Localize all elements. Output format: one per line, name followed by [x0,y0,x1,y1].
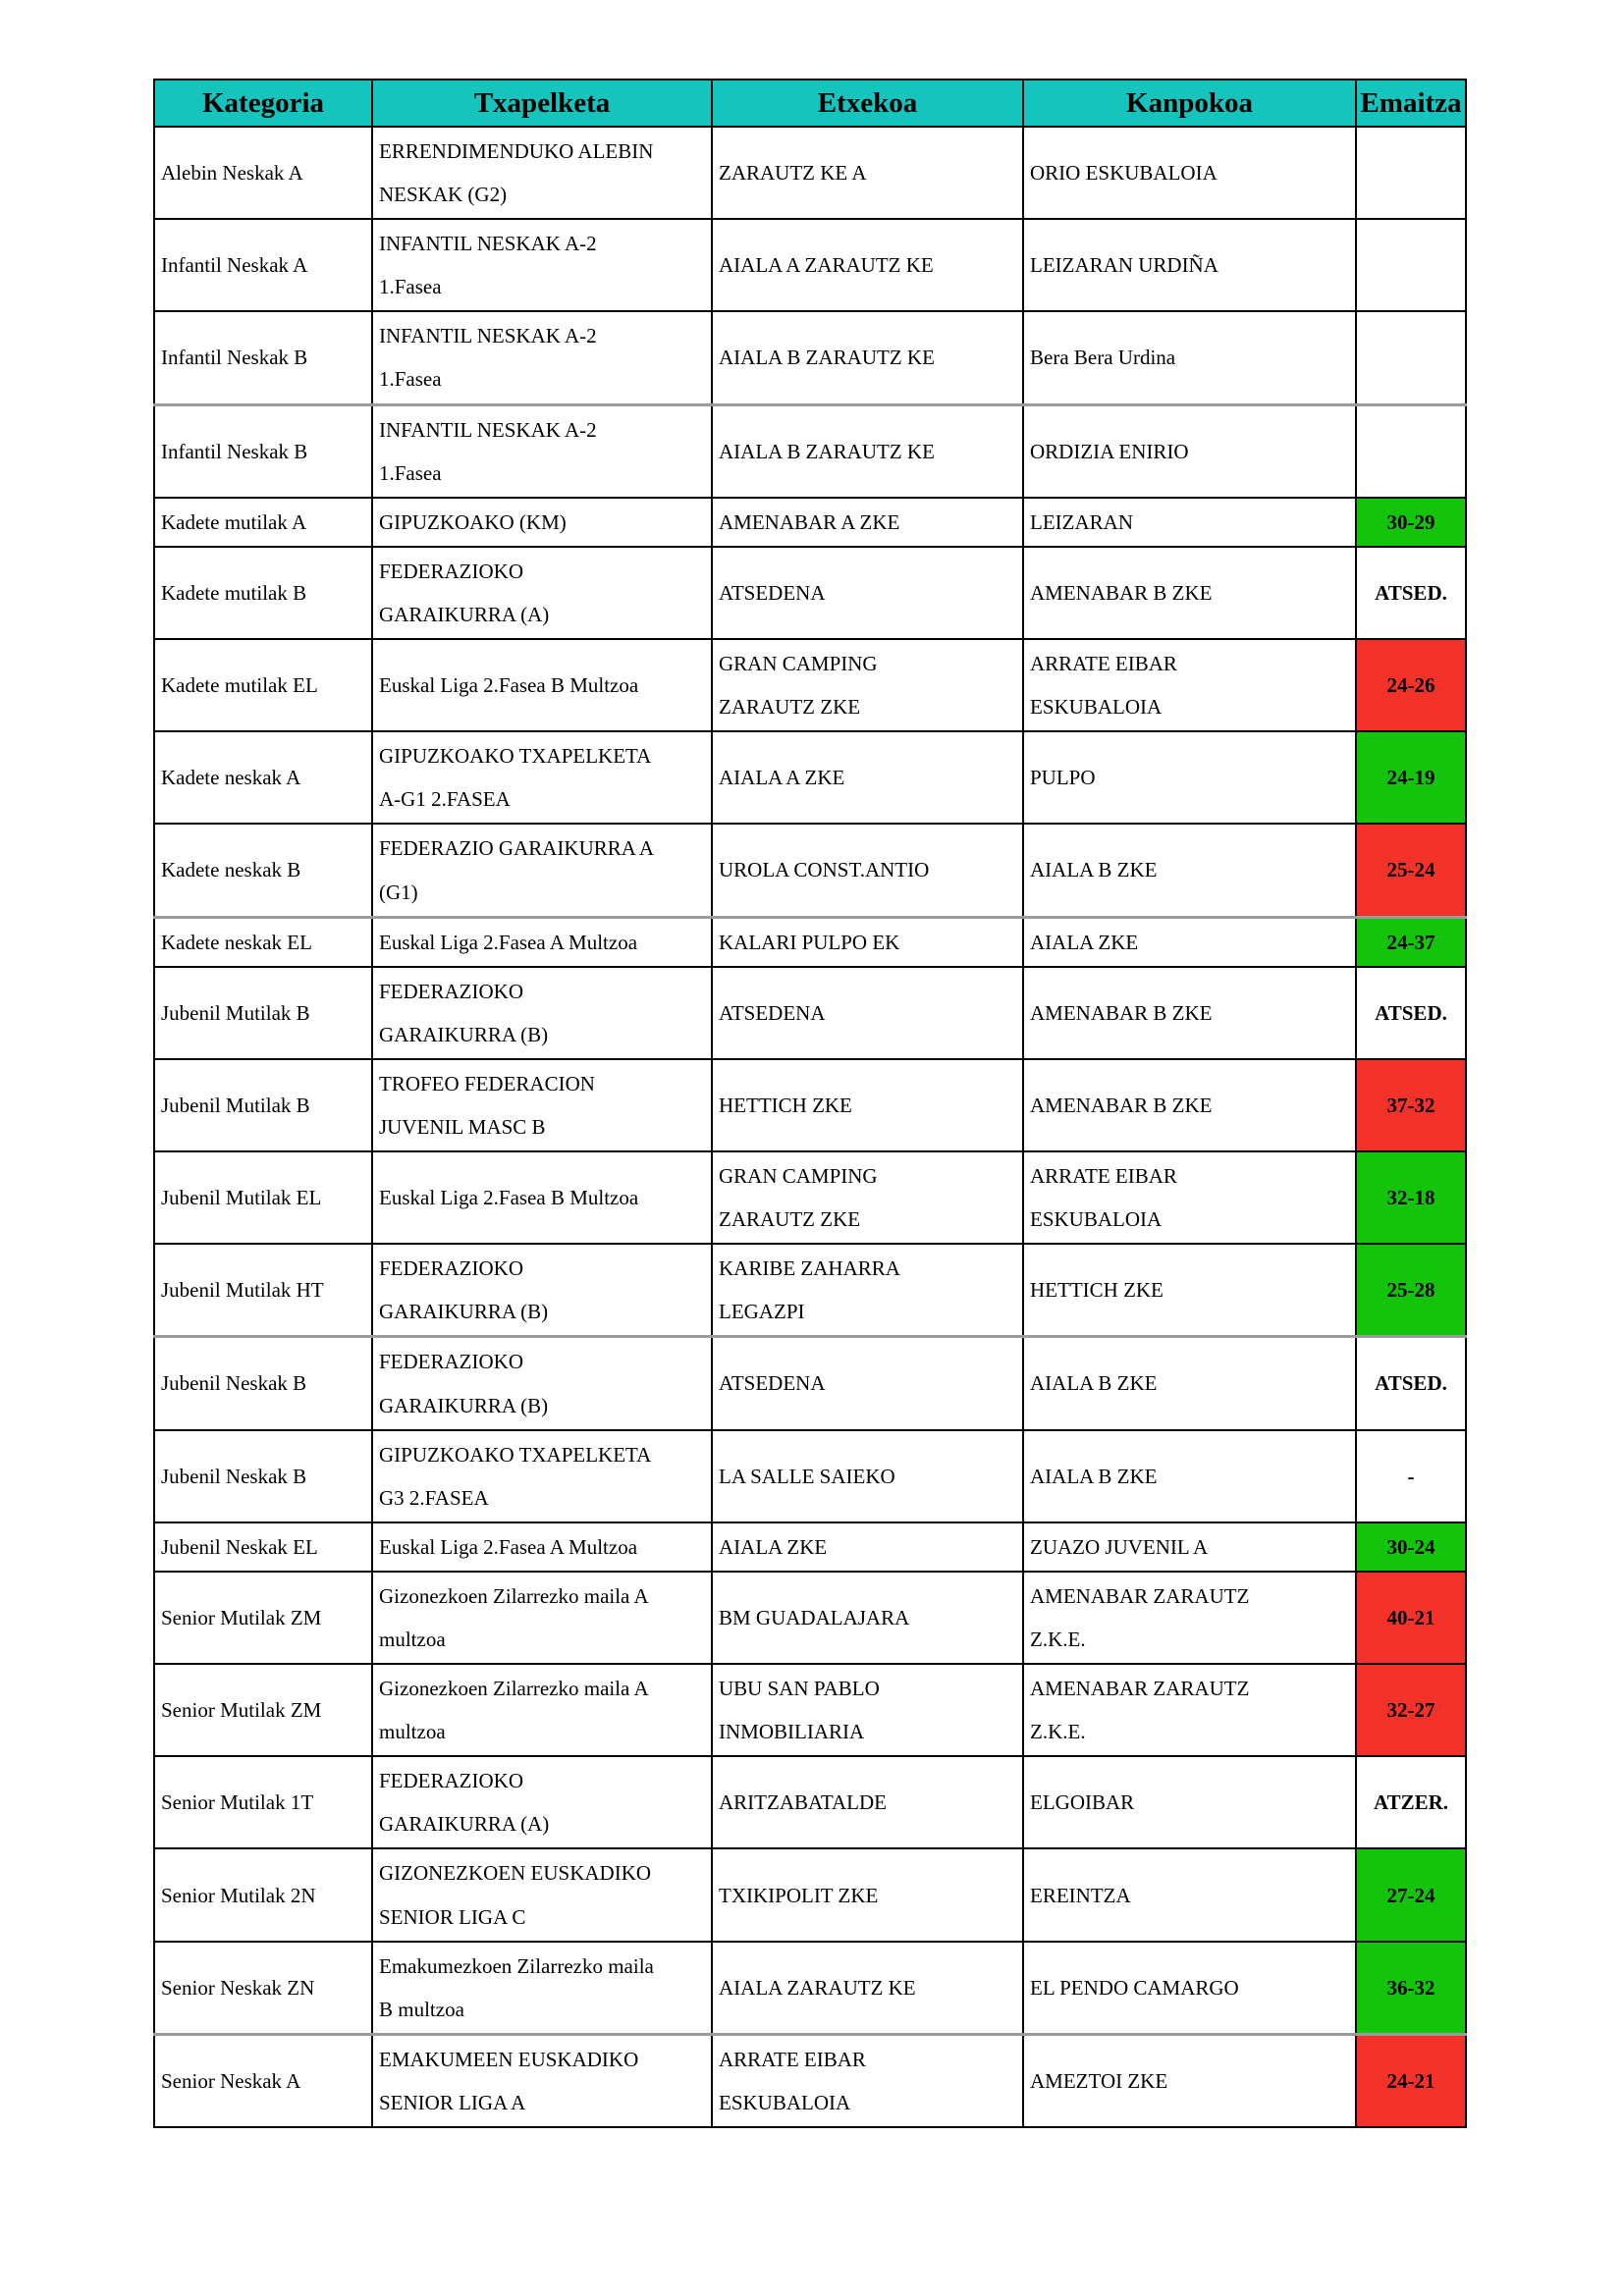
kategoria-cell: Senior Mutilak ZM [154,1572,372,1664]
kategoria-cell: Senior Mutilak 2N [154,1848,372,1941]
etxekoa-cell: BM GUADALAJARA [712,1572,1023,1664]
txapelketa-cell: INFANTIL NESKAK A-2 1.Fasea [372,219,712,311]
table-row [154,639,1466,731]
emaitza-cell: 36-32 [1356,1942,1466,2035]
table-row [154,1522,1466,1572]
kategoria-cell: Senior Mutilak 1T [154,1756,372,1848]
kategoria-cell: Infantil Neskak A [154,219,372,311]
etxekoa-cell: UROLA CONST.ANTIO [712,824,1023,917]
txapelketa-cell: ERRENDIMENDUKO ALEBIN NESKAK (G2) [372,127,712,219]
emaitza-cell: 24-26 [1356,639,1466,731]
emaitza-cell: ATSED. [1356,1337,1466,1430]
txapelketa-cell: TROFEO FEDERACION JUVENIL MASC B [372,1059,712,1151]
etxekoa-cell: AIALA A ZKE [712,731,1023,824]
kanpokoa-cell: PULPO [1023,731,1356,824]
table-row [154,311,1466,404]
table-row [154,917,1466,967]
txapelketa-cell: GIPUZKOAKO (KM) [372,498,712,547]
etxekoa-cell: AIALA B ZARAUTZ KE [712,404,1023,498]
table-row [154,2034,1466,2127]
table-row [154,547,1466,639]
emaitza-cell: 32-27 [1356,1664,1466,1756]
kanpokoa-cell: AIALA ZKE [1023,917,1356,967]
txapelketa-cell: Euskal Liga 2.Fasea B Multzoa [372,1151,712,1244]
table-row [154,1664,1466,1756]
kanpokoa-cell: EL PENDO CAMARGO [1023,1942,1356,2035]
emaitza-cell: ATSED. [1356,967,1466,1059]
kategoria-cell: Kadete mutilak EL [154,639,372,731]
column-header-kategoria: Kategoria [154,80,372,127]
emaitza-cell: ATZER. [1356,1756,1466,1848]
kategoria-cell: Kadete neskak B [154,824,372,917]
column-header-kanpokoa: Kanpokoa [1023,80,1356,127]
emaitza-cell [1356,311,1466,404]
emaitza-cell: 25-28 [1356,1244,1466,1337]
etxekoa-cell: LA SALLE SAIEKO [712,1430,1023,1522]
kanpokoa-cell: ARRATE EIBAR ESKUBALOIA [1023,639,1356,731]
etxekoa-cell: GRAN CAMPING ZARAUTZ ZKE [712,1151,1023,1244]
table-row [154,967,1466,1059]
table-row [154,1244,1466,1337]
emaitza-cell [1356,127,1466,219]
kategoria-cell: Jubenil Mutilak HT [154,1244,372,1337]
table-row [154,1756,1466,1848]
kanpokoa-cell: Bera Bera Urdina [1023,311,1356,404]
kanpokoa-cell: LEIZARAN [1023,498,1356,547]
emaitza-cell: 37-32 [1356,1059,1466,1151]
etxekoa-cell: AIALA B ZARAUTZ KE [712,311,1023,404]
emaitza-cell: 24-21 [1356,2034,1466,2127]
emaitza-cell: 24-37 [1356,917,1466,967]
etxekoa-cell: HETTICH ZKE [712,1059,1023,1151]
kategoria-cell: Senior Neskak A [154,2034,372,2127]
column-header-emaitza: Emaitza [1356,80,1466,127]
table-row [154,1942,1466,2035]
txapelketa-cell: FEDERAZIOKO GARAIKURRA (B) [372,967,712,1059]
emaitza-cell: ATSED. [1356,547,1466,639]
kategoria-cell: Jubenil Neskak B [154,1337,372,1430]
etxekoa-cell: AMENABAR A ZKE [712,498,1023,547]
etxekoa-cell: ATSEDENA [712,547,1023,639]
kanpokoa-cell: AMENABAR ZARAUTZ Z.K.E. [1023,1664,1356,1756]
txapelketa-cell: FEDERAZIO GARAIKURRA A (G1) [372,824,712,917]
etxekoa-cell: ARITZABATALDE [712,1756,1023,1848]
kanpokoa-cell: HETTICH ZKE [1023,1244,1356,1337]
etxekoa-cell: ARRATE EIBAR ESKUBALOIA [712,2034,1023,2127]
emaitza-cell: 32-18 [1356,1151,1466,1244]
txapelketa-cell: Euskal Liga 2.Fasea A Multzoa [372,1522,712,1572]
txapelketa-cell: GIPUZKOAKO TXAPELKETA A-G1 2.FASEA [372,731,712,824]
kanpokoa-cell: AMENABAR ZARAUTZ Z.K.E. [1023,1572,1356,1664]
kategoria-cell: Senior Mutilak ZM [154,1664,372,1756]
kategoria-cell: Jubenil Neskak EL [154,1522,372,1572]
kanpokoa-cell: AMENABAR B ZKE [1023,547,1356,639]
txapelketa-cell: FEDERAZIOKO GARAIKURRA (A) [372,1756,712,1848]
txapelketa-cell: Euskal Liga 2.Fasea B Multzoa [372,639,712,731]
txapelketa-cell: Gizonezkoen Zilarrezko maila A multzoa [372,1664,712,1756]
etxekoa-cell: TXIKIPOLIT ZKE [712,1848,1023,1941]
txapelketa-cell: FEDERAZIOKO GARAIKURRA (B) [372,1244,712,1337]
kategoria-cell: Jubenil Mutilak EL [154,1151,372,1244]
kanpokoa-cell: ZUAZO JUVENIL A [1023,1522,1356,1572]
txapelketa-cell: Emakumezkoen Zilarrezko maila B multzoa [372,1942,712,2035]
etxekoa-cell: KALARI PULPO EK [712,917,1023,967]
txapelketa-cell: INFANTIL NESKAK A-2 1.Fasea [372,311,712,404]
table-row [154,1337,1466,1430]
emaitza-cell: - [1356,1430,1466,1522]
emaitza-cell: 30-29 [1356,498,1466,547]
results-table-body [154,127,1466,2127]
txapelketa-cell: EMAKUMEEN EUSKADIKO SENIOR LIGA A [372,2034,712,2127]
table-row [154,731,1466,824]
txapelketa-cell: INFANTIL NESKAK A-2 1.Fasea [372,404,712,498]
kategoria-cell: Jubenil Mutilak B [154,1059,372,1151]
txapelketa-cell: Euskal Liga 2.Fasea A Multzoa [372,917,712,967]
emaitza-cell: 30-24 [1356,1522,1466,1572]
etxekoa-cell: AIALA ZKE [712,1522,1023,1572]
kategoria-cell: Jubenil Mutilak B [154,967,372,1059]
kanpokoa-cell: AMENABAR B ZKE [1023,967,1356,1059]
kategoria-cell: Senior Neskak ZN [154,1942,372,2035]
table-row [154,498,1466,547]
emaitza-cell [1356,404,1466,498]
etxekoa-cell: UBU SAN PABLO INMOBILIARIA [712,1664,1023,1756]
kanpokoa-cell: AIALA B ZKE [1023,1430,1356,1522]
table-row [154,127,1466,219]
table-row [154,1430,1466,1522]
kanpokoa-cell: AMEZTOI ZKE [1023,2034,1356,2127]
etxekoa-cell: KARIBE ZAHARRA LEGAZPI [712,1244,1023,1337]
kanpokoa-cell: ELGOIBAR [1023,1756,1356,1848]
etxekoa-cell: ZARAUTZ KE A [712,127,1023,219]
table-row [154,824,1466,917]
results-table [153,79,1467,2128]
kanpokoa-cell: AMENABAR B ZKE [1023,1059,1356,1151]
kategoria-cell: Alebin Neskak A [154,127,372,219]
table-header-row [154,80,1466,127]
kategoria-cell: Kadete mutilak A [154,498,372,547]
table-row [154,1848,1466,1941]
etxekoa-cell: AIALA ZARAUTZ KE [712,1942,1023,2035]
emaitza-cell: 40-21 [1356,1572,1466,1664]
kategoria-cell: Jubenil Neskak B [154,1430,372,1522]
kategoria-cell: Infantil Neskak B [154,404,372,498]
emaitza-cell: 25-24 [1356,824,1466,917]
kategoria-cell: Infantil Neskak B [154,311,372,404]
kanpokoa-cell: ARRATE EIBAR ESKUBALOIA [1023,1151,1356,1244]
kanpokoa-cell: EREINTZA [1023,1848,1356,1941]
table-row [154,219,1466,311]
etxekoa-cell: GRAN CAMPING ZARAUTZ ZKE [712,639,1023,731]
txapelketa-cell: FEDERAZIOKO GARAIKURRA (A) [372,547,712,639]
kategoria-cell: Kadete neskak EL [154,917,372,967]
emaitza-cell: 27-24 [1356,1848,1466,1941]
kanpokoa-cell: LEIZARAN URDIÑA [1023,219,1356,311]
table-row [154,1059,1466,1151]
table-row [154,404,1466,498]
table-row [154,1151,1466,1244]
etxekoa-cell: AIALA A ZARAUTZ KE [712,219,1023,311]
kategoria-cell: Kadete mutilak B [154,547,372,639]
txapelketa-cell: Gizonezkoen Zilarrezko maila A multzoa [372,1572,712,1664]
etxekoa-cell: ATSEDENA [712,1337,1023,1430]
kanpokoa-cell: ORDIZIA ENIRIO [1023,404,1356,498]
kategoria-cell: Kadete neskak A [154,731,372,824]
kanpokoa-cell: AIALA B ZKE [1023,824,1356,917]
etxekoa-cell: ATSEDENA [712,967,1023,1059]
emaitza-cell [1356,219,1466,311]
emaitza-cell: 24-19 [1356,731,1466,824]
kanpokoa-cell: AIALA B ZKE [1023,1337,1356,1430]
column-header-etxekoa: Etxekoa [712,80,1023,127]
txapelketa-cell: GIZONEZKOEN EUSKADIKO SENIOR LIGA C [372,1848,712,1941]
kanpokoa-cell: ORIO ESKUBALOIA [1023,127,1356,219]
table-row [154,1572,1466,1664]
column-header-txapelketa: Txapelketa [372,80,712,127]
txapelketa-cell: FEDERAZIOKO GARAIKURRA (B) [372,1337,712,1430]
txapelketa-cell: GIPUZKOAKO TXAPELKETA G3 2.FASEA [372,1430,712,1522]
